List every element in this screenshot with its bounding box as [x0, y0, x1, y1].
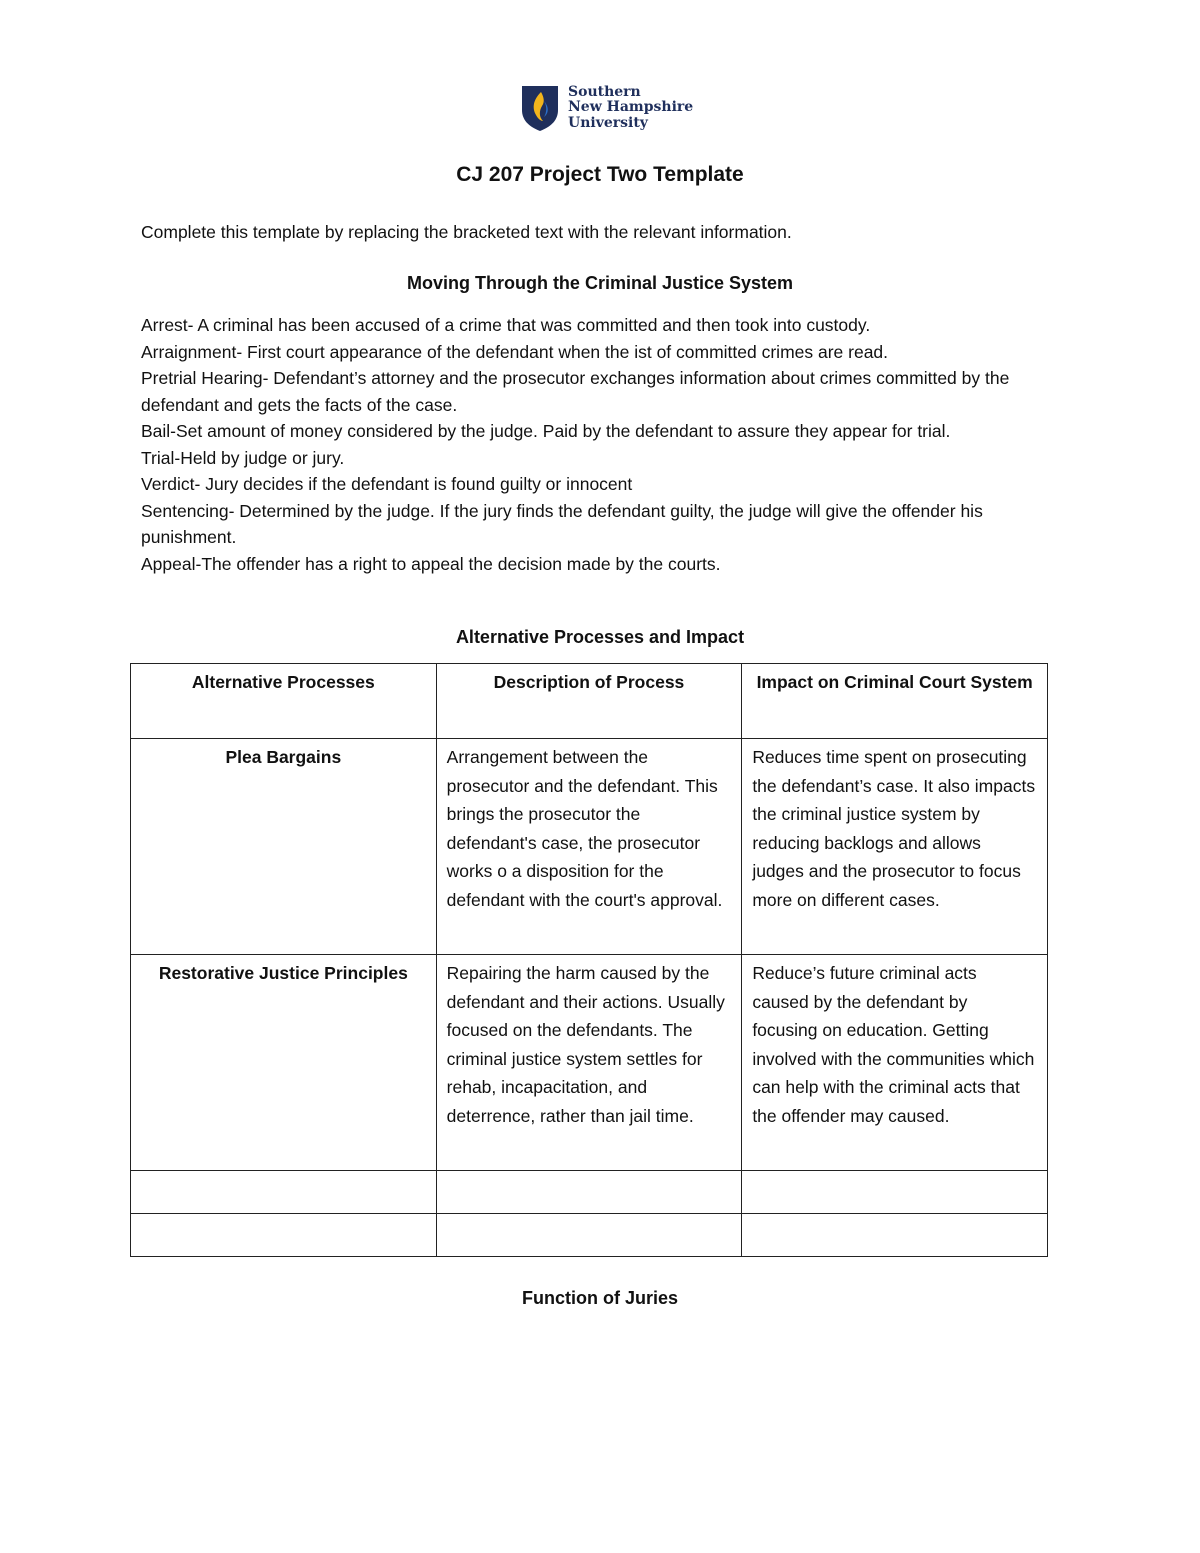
alternative-processes-table — [130, 663, 1048, 1257]
empty-cell — [742, 1214, 1048, 1257]
empty-cell — [131, 1214, 437, 1257]
document-title: CJ 207 Project Two Template — [456, 163, 744, 186]
process-name-cell: Plea Bargains — [131, 739, 437, 955]
table-header-row — [131, 664, 1048, 739]
university-logo — [520, 84, 693, 132]
section-heading-criminal-justice-system: Moving Through the Criminal Justice System — [406, 273, 794, 293]
logo-line-1: Southern — [568, 83, 641, 100]
impact-cell: Reduces time spent on prosecuting the defendant’s case. It also impacts the criminal justice system by reducing backlogs and allows judges and the prosecutor to focus more on different cases. — [742, 739, 1048, 955]
step-bail: Bail-Set amount of money considered by the judge. Paid by the defendant to assure they appear for trial. — [141, 421, 951, 441]
impact-cell: Reduce’s future criminal acts caused by the defendant by focusing on education. Getting involved with the communities which can help with the criminal acts that the offender may caused. — [742, 955, 1048, 1171]
empty-cell — [436, 1214, 742, 1257]
flame-shield-icon — [520, 84, 560, 132]
logo-line-2: New Hampshire — [568, 99, 694, 116]
step-appeal: Appeal-The offender has a right to appeal the decision made by the courts. — [141, 553, 721, 574]
empty-cell — [742, 1171, 1048, 1214]
table-row — [131, 955, 1048, 1171]
logo-line-3: University — [568, 114, 648, 131]
step-verdict: Verdict- Jury decides if the defendant is found guilty or innocent — [141, 474, 633, 494]
logo-wordmark — [568, 85, 693, 132]
section-heading-function-of-juries: Function of Juries — [521, 1288, 678, 1308]
section-heading-alternative-processes: Alternative Processes and Impact — [455, 627, 745, 647]
column-header-impact: Impact on Criminal Court System — [742, 664, 1048, 739]
column-header-description: Description of Process — [436, 664, 742, 739]
step-sentencing: Sentencing- Determined by the judge. If the jury finds the defendant guilty, the judge will give the offender his punishment. — [141, 500, 983, 547]
empty-cell — [131, 1171, 437, 1214]
step-arraignment: Arraignment- First court appearance of the defendant when the ist of committed crimes are read. — [141, 341, 889, 362]
step-arrest: Arrest- A criminal has been accused of a crime that was committed and then took into custody. — [141, 315, 871, 335]
instructions-text: Complete this template by replacing the bracketed text with the relevant information. — [141, 222, 792, 242]
table-row-empty — [131, 1171, 1048, 1214]
process-steps-list — [141, 312, 1041, 577]
step-pretrial-hearing: Pretrial Hearing- Defendant’s attorney and the prosecutor exchanges information about crimes committed by the defendant and gets the facts of the case. — [141, 368, 1010, 415]
description-cell: Arrangement between the prosecutor and the defendant. This brings the prosecutor the defendant's case, the prosecutor works o a disposition for the defendant with the court's approval. — [436, 739, 742, 955]
table-row-empty — [131, 1214, 1048, 1257]
step-trial: Trial-Held by judge or jury. — [141, 447, 345, 468]
column-header-alternative-processes: Alternative Processes — [131, 664, 437, 739]
description-cell: Repairing the harm caused by the defendant and their actions. Usually focused on the defendants. The criminal justice system settles for rehab, incapacitation, and deterrence, rather than jail time. — [436, 955, 742, 1171]
process-name-cell: Restorative Justice Principles — [131, 955, 437, 1171]
empty-cell — [436, 1171, 742, 1214]
table-row — [131, 739, 1048, 955]
